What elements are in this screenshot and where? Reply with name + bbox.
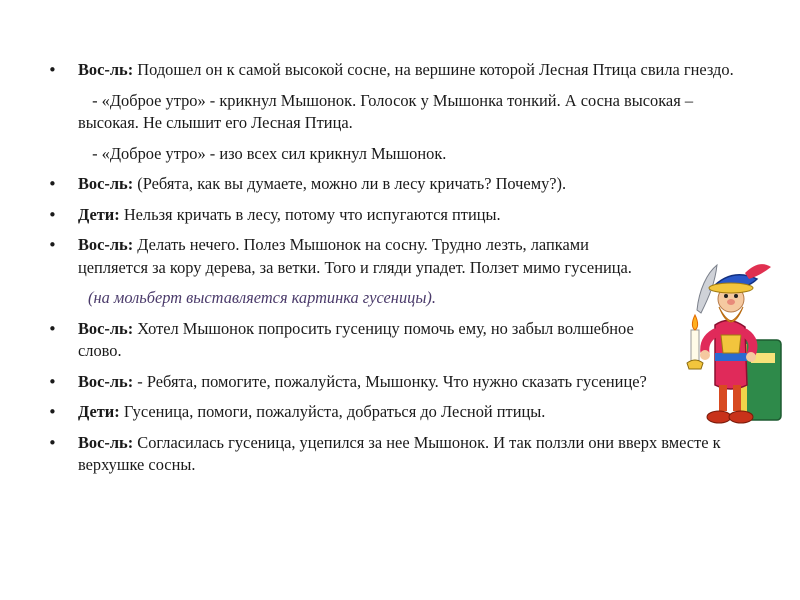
speaker-label: Вос-ль: xyxy=(78,318,134,338)
paragraph-text: (Ребята, как вы думаете, можно ли в лесу кричать? Почему?). xyxy=(133,174,567,193)
paragraph-10 xyxy=(48,401,738,424)
paragraph-11 xyxy=(48,432,738,477)
paragraph-1 xyxy=(48,59,738,82)
paragraph-8 xyxy=(48,318,738,363)
paragraph-text: - «Доброе утро» - изо всех сил крикнул Мышонок. xyxy=(88,143,447,163)
speaker-label: Дети: xyxy=(78,204,120,224)
speaker-label: Вос-ль: xyxy=(78,432,134,452)
paragraph-text: - «Доброе утро» - крикнул Мышонок. Голосок у Мышонка тонкий. А сосна высокая – высокая. Не слышит его Лесная Птица. xyxy=(78,90,694,132)
paragraph-text: Согласилась гусеница, уцепился за нее Мышонок. И так ползли они вверх вместе к верхушке сосны. xyxy=(78,432,721,474)
paragraph-text: Хотел Мышонок попросить гусеницу помочь ему, но забыл волшебное слово. xyxy=(78,318,634,360)
paragraph-text: Нельзя кричать в лесу, потому что испугаются птицы. xyxy=(119,204,501,224)
paragraph-3 xyxy=(48,143,738,166)
paragraph-text: Делать нечего. Полез Мышонок на сосну. Трудно лезть, лапками цепляется за кору дерева, за ветки. Того и гляди упадет. Ползет мимо гусеница. xyxy=(78,235,632,277)
storyteller-gnome-icon xyxy=(685,245,785,435)
paragraph-2 xyxy=(48,90,738,135)
story-text xyxy=(48,59,738,485)
speaker-label: Вос-ль: xyxy=(78,60,134,79)
speaker-label: Вос-ль: xyxy=(78,235,134,254)
paragraph-5 xyxy=(48,204,738,227)
paragraph-text: - Ребята, помогите, пожалуйста, Мышонку. Что нужно сказать гусенице? xyxy=(133,371,647,391)
speaker-label: Дети: xyxy=(78,402,120,421)
paragraph-text: (на мольберт выставляется картинка гусеницы). xyxy=(88,288,436,307)
speaker-label: Вос-ль: xyxy=(78,174,134,193)
stage-direction xyxy=(48,287,738,310)
paragraph-4 xyxy=(48,173,738,196)
paragraph-9 xyxy=(48,371,738,394)
speaker-label: Вос-ль: xyxy=(78,371,134,391)
paragraph-6 xyxy=(48,234,738,279)
paragraph-text: Гусеница, помоги, пожалуйста, добраться до Лесной птицы. xyxy=(119,402,546,421)
paragraph-text: Подошел он к самой высокой сосне, на вершине которой Лесная Птица свила гнездо. xyxy=(133,60,734,79)
